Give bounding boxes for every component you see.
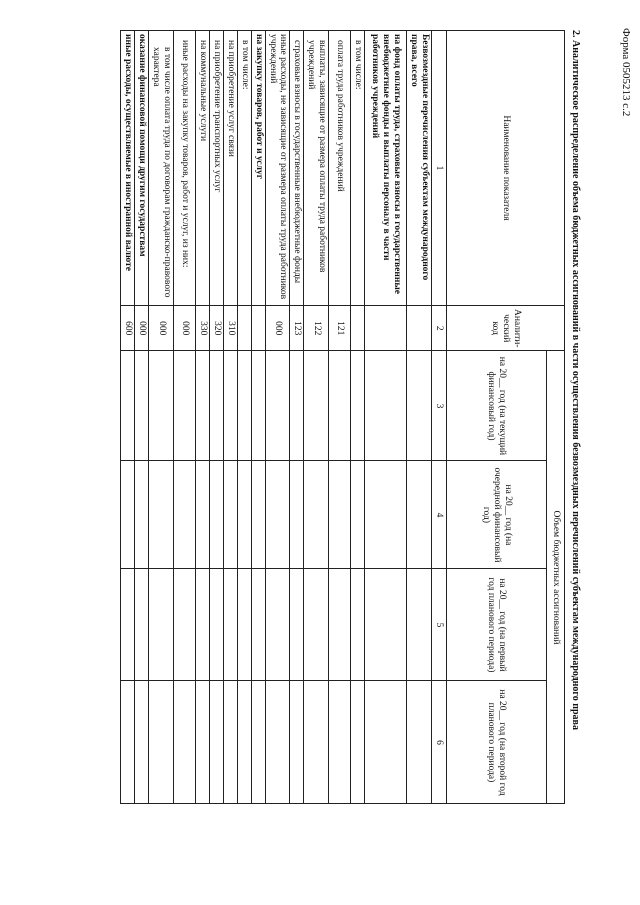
row-indicator-name: оплата труда работников учреждений bbox=[329, 31, 351, 306]
row-value-cell bbox=[251, 461, 265, 569]
row-value-cell bbox=[149, 569, 174, 681]
row-value-cell bbox=[365, 681, 407, 804]
row-value-cell bbox=[121, 569, 135, 681]
row-value-cell bbox=[237, 681, 251, 804]
header-period-second-plan: на 20__ год (на второй год планового периода) bbox=[447, 681, 547, 804]
row-analytic-code: 000 bbox=[174, 306, 196, 351]
table-body bbox=[121, 31, 432, 804]
row-value-cell bbox=[265, 569, 290, 681]
row-value-cell bbox=[329, 351, 351, 461]
row-indicator-name: на фонд оплаты труда, страховые взносы в государственные внебюджетные фонды и выплаты персоналу в части работников учреждений bbox=[365, 31, 407, 306]
row-analytic-code: 123 bbox=[290, 306, 304, 351]
table-row bbox=[351, 31, 365, 804]
row-value-cell bbox=[174, 681, 196, 804]
row-value-cell bbox=[265, 461, 290, 569]
table-row bbox=[265, 31, 290, 804]
row-indicator-name: на закупку товаров, работ и услуг bbox=[251, 31, 265, 306]
row-indicator-name: в том числе оплата труда по договорам гражданско-правового характера bbox=[149, 31, 174, 306]
row-value-cell bbox=[174, 569, 196, 681]
row-value-cell bbox=[135, 461, 149, 569]
row-value-cell bbox=[135, 681, 149, 804]
table-row bbox=[223, 31, 237, 804]
row-value-cell bbox=[196, 681, 210, 804]
row-indicator-name: оказание финансовой помощи другим государствам bbox=[135, 31, 149, 306]
row-value-cell bbox=[223, 351, 237, 461]
table-row bbox=[121, 31, 135, 804]
row-indicator-name: иные расходы, осуществляемые в иностранной валюте bbox=[121, 31, 135, 306]
row-value-cell bbox=[290, 681, 304, 804]
table-row bbox=[174, 31, 196, 804]
row-value-cell bbox=[196, 461, 210, 569]
row-analytic-code: 320 bbox=[209, 306, 223, 351]
row-analytic-code: 122 bbox=[304, 306, 329, 351]
row-value-cell bbox=[329, 569, 351, 681]
row-value-cell bbox=[265, 351, 290, 461]
column-number: 6 bbox=[432, 681, 447, 804]
row-value-cell bbox=[223, 681, 237, 804]
row-value-cell bbox=[329, 681, 351, 804]
row-indicator-name: иные расходы на закупку товаров, работ и услуг, из них: bbox=[174, 31, 196, 306]
row-indicator-name: в том числе: bbox=[237, 31, 251, 306]
table-row bbox=[135, 31, 149, 804]
row-analytic-code: 000 bbox=[265, 306, 290, 351]
row-indicator-name: выплаты, зависящие от размера оплаты труда работников учреждений bbox=[304, 31, 329, 306]
row-value-cell bbox=[174, 351, 196, 461]
row-value-cell bbox=[237, 351, 251, 461]
row-value-cell bbox=[365, 569, 407, 681]
row-value-cell bbox=[351, 569, 365, 681]
table-row bbox=[196, 31, 210, 804]
row-analytic-code bbox=[351, 306, 365, 351]
row-value-cell bbox=[209, 351, 223, 461]
row-value-cell bbox=[304, 681, 329, 804]
column-number: 4 bbox=[432, 461, 447, 569]
row-indicator-name: на приобретение услуг связи bbox=[223, 31, 237, 306]
table-row bbox=[329, 31, 351, 804]
budget-table bbox=[120, 30, 565, 804]
row-value-cell bbox=[365, 461, 407, 569]
row-analytic-code: 000 bbox=[149, 306, 174, 351]
row-analytic-code: 310 bbox=[223, 306, 237, 351]
row-value-cell bbox=[365, 351, 407, 461]
row-value-cell bbox=[237, 461, 251, 569]
row-value-cell bbox=[407, 351, 432, 461]
column-number: 2 bbox=[432, 306, 447, 351]
row-indicator-name: на коммунальные услуги bbox=[196, 31, 210, 306]
row-analytic-code: 121 bbox=[329, 306, 351, 351]
row-value-cell bbox=[237, 569, 251, 681]
row-value-cell bbox=[290, 569, 304, 681]
header-name: Наименование показателя bbox=[447, 31, 565, 306]
row-value-cell bbox=[196, 351, 210, 461]
header-volume-group: Объем бюджетных ассигнований bbox=[547, 351, 565, 804]
row-analytic-code bbox=[407, 306, 432, 351]
row-value-cell bbox=[135, 351, 149, 461]
row-value-cell bbox=[121, 681, 135, 804]
form-code: Форма 0505213 с.2 bbox=[620, 28, 632, 117]
row-value-cell bbox=[223, 569, 237, 681]
row-analytic-code bbox=[251, 306, 265, 351]
row-value-cell bbox=[351, 351, 365, 461]
row-analytic-code: 600 bbox=[121, 306, 135, 351]
row-indicator-name: страховые взносы в государственные внебюджетные фонды bbox=[290, 31, 304, 306]
row-indicator-name: Безвозмездные перечисления субъектам международного права, всего bbox=[407, 31, 432, 306]
row-value-cell bbox=[251, 351, 265, 461]
row-value-cell bbox=[174, 461, 196, 569]
row-analytic-code: 000 bbox=[135, 306, 149, 351]
row-value-cell bbox=[135, 569, 149, 681]
row-indicator-name: иные расходы, не зависящие от размера оплаты труда работников учреждений bbox=[265, 31, 290, 306]
table-row bbox=[209, 31, 223, 804]
row-value-cell bbox=[209, 569, 223, 681]
row-value-cell bbox=[304, 569, 329, 681]
column-number: 1 bbox=[432, 31, 447, 306]
header-period-first-plan: на 20__ год (на первый год планового периода) bbox=[447, 569, 547, 681]
row-value-cell bbox=[265, 681, 290, 804]
row-value-cell bbox=[407, 461, 432, 569]
table-row bbox=[237, 31, 251, 804]
row-indicator-name: на приобретение транспортных услуг bbox=[209, 31, 223, 306]
row-value-cell bbox=[121, 351, 135, 461]
row-analytic-code bbox=[365, 306, 407, 351]
table-row bbox=[304, 31, 329, 804]
table-row bbox=[251, 31, 265, 804]
table-row bbox=[290, 31, 304, 804]
header-period-next: на 20__ год (на очередной финансовый год) bbox=[447, 461, 547, 569]
row-value-cell bbox=[223, 461, 237, 569]
row-value-cell bbox=[351, 681, 365, 804]
section-title: 2. Аналитическое распределение объема бюджетных ассигнований в части осуществления безвозмездных перечислений субъектам международного права bbox=[570, 30, 581, 730]
row-value-cell bbox=[304, 461, 329, 569]
row-indicator-name: в том числе: bbox=[351, 31, 365, 306]
row-value-cell bbox=[304, 351, 329, 461]
header-period-current: на 20__ год (на текущий финансовый год) bbox=[447, 351, 547, 461]
row-value-cell bbox=[329, 461, 351, 569]
row-value-cell bbox=[407, 681, 432, 804]
row-value-cell bbox=[407, 569, 432, 681]
column-number: 3 bbox=[432, 351, 447, 461]
table-row bbox=[365, 31, 407, 804]
row-value-cell bbox=[351, 461, 365, 569]
row-value-cell bbox=[121, 461, 135, 569]
row-value-cell bbox=[290, 351, 304, 461]
row-value-cell bbox=[149, 681, 174, 804]
row-value-cell bbox=[251, 569, 265, 681]
header-code: Аналити-ческий код bbox=[447, 306, 565, 351]
row-analytic-code: 330 bbox=[196, 306, 210, 351]
row-value-cell bbox=[149, 461, 174, 569]
table-row bbox=[407, 31, 432, 804]
row-value-cell bbox=[290, 461, 304, 569]
row-value-cell bbox=[209, 681, 223, 804]
row-value-cell bbox=[149, 351, 174, 461]
row-value-cell bbox=[209, 461, 223, 569]
column-number: 5 bbox=[432, 569, 447, 681]
row-value-cell bbox=[251, 681, 265, 804]
row-value-cell bbox=[196, 569, 210, 681]
table-row bbox=[149, 31, 174, 804]
row-analytic-code bbox=[237, 306, 251, 351]
